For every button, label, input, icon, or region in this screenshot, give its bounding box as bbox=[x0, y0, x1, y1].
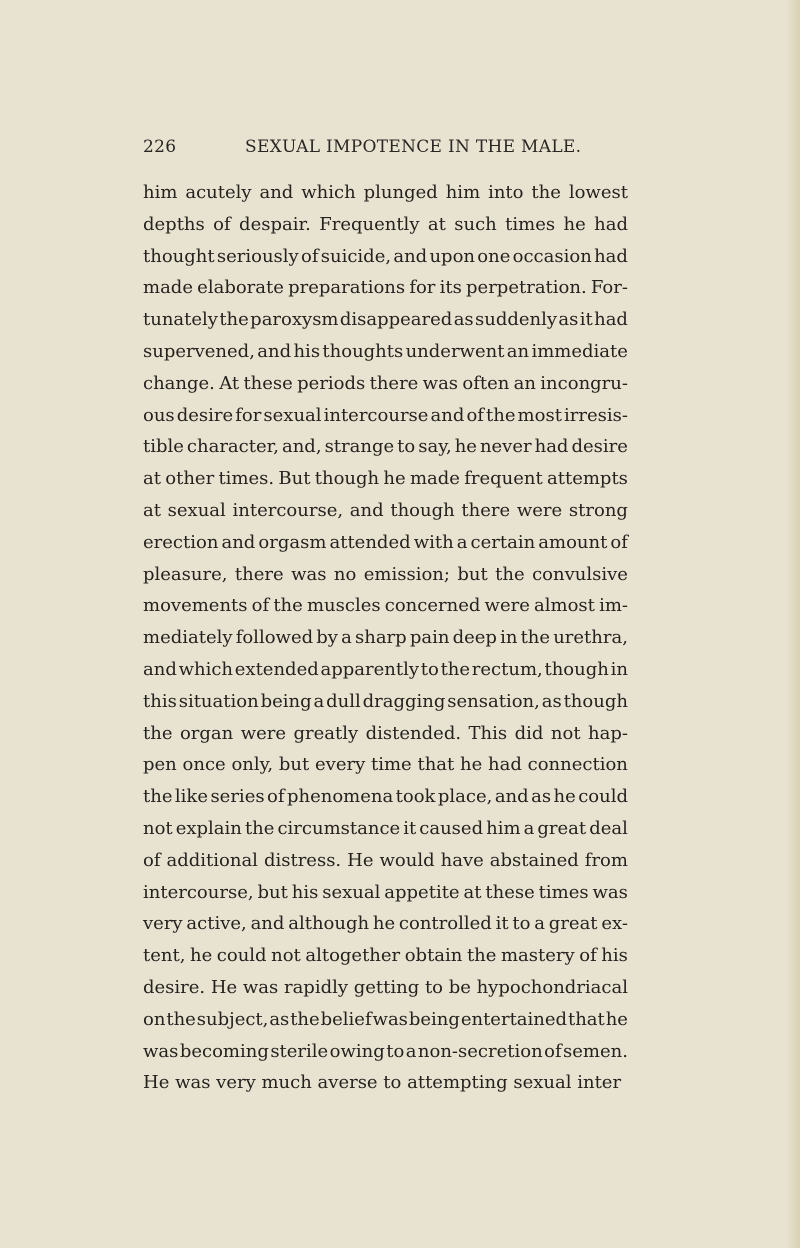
word: thought bbox=[143, 245, 215, 267]
word: an bbox=[506, 340, 530, 362]
word: though bbox=[314, 468, 380, 490]
word: upon bbox=[429, 245, 476, 267]
word: and bbox=[143, 658, 177, 680]
word: for bbox=[235, 404, 262, 426]
text-line bbox=[143, 463, 628, 495]
word: concerned bbox=[384, 595, 481, 617]
text-line bbox=[143, 686, 628, 718]
word: lowest bbox=[568, 182, 628, 203]
word: be bbox=[448, 976, 471, 998]
word: the bbox=[466, 945, 497, 967]
text-line bbox=[143, 749, 628, 781]
word: was bbox=[242, 976, 279, 998]
word: ous bbox=[143, 404, 175, 426]
text-line bbox=[143, 1036, 628, 1068]
word: his bbox=[601, 945, 628, 967]
word: as bbox=[558, 309, 579, 331]
word: an bbox=[513, 372, 536, 394]
text-line bbox=[143, 272, 628, 304]
word: very bbox=[143, 913, 183, 935]
word: there bbox=[234, 563, 284, 585]
word: it bbox=[579, 309, 593, 331]
word: disappeared bbox=[339, 309, 453, 331]
word: the bbox=[486, 404, 516, 426]
word: a bbox=[313, 690, 325, 712]
word: have bbox=[440, 849, 484, 871]
word: of bbox=[213, 213, 231, 235]
text-line bbox=[143, 908, 628, 940]
word: additional bbox=[166, 849, 258, 871]
word: of bbox=[610, 531, 628, 553]
word: intercourse, bbox=[232, 499, 344, 521]
word: a bbox=[405, 1040, 417, 1062]
word: sterile bbox=[270, 1040, 329, 1062]
word: to bbox=[424, 976, 444, 998]
word: followed bbox=[235, 627, 314, 649]
text-line bbox=[143, 559, 628, 591]
word: subject, bbox=[196, 1008, 269, 1030]
word: and bbox=[250, 913, 285, 935]
word: obtain bbox=[404, 945, 463, 967]
word: most bbox=[517, 404, 562, 426]
word: active, bbox=[186, 913, 247, 935]
word: he bbox=[454, 436, 477, 458]
word: tunately bbox=[143, 309, 218, 331]
word: desire bbox=[176, 404, 234, 426]
word: connection bbox=[527, 754, 628, 776]
word: He bbox=[347, 849, 374, 871]
word: as bbox=[531, 786, 552, 808]
word: despair. bbox=[239, 213, 311, 235]
word: series bbox=[210, 786, 265, 808]
word: this bbox=[143, 690, 177, 712]
word: depths bbox=[143, 213, 205, 235]
word: a bbox=[534, 913, 545, 935]
word: times. bbox=[218, 468, 275, 490]
word: explain bbox=[175, 817, 242, 839]
word: once bbox=[182, 754, 226, 776]
word: into bbox=[488, 182, 524, 203]
word: was bbox=[372, 1008, 408, 1030]
word: of bbox=[267, 786, 285, 808]
word: mediately bbox=[143, 627, 233, 649]
word: times bbox=[538, 881, 589, 903]
word: irresis- bbox=[564, 404, 628, 426]
text-line bbox=[143, 209, 628, 241]
word: entertained bbox=[460, 1008, 568, 1030]
word: he bbox=[383, 468, 406, 490]
word: in bbox=[500, 627, 518, 649]
word: every bbox=[315, 754, 366, 776]
word: sexual bbox=[263, 404, 322, 426]
text-line bbox=[143, 1004, 628, 1036]
word: of bbox=[544, 1040, 562, 1062]
word: strange bbox=[324, 436, 395, 458]
word: almost bbox=[534, 595, 595, 617]
word: frequent bbox=[464, 468, 543, 490]
word: but bbox=[278, 754, 310, 776]
word: as bbox=[269, 1008, 290, 1030]
word: the bbox=[244, 817, 275, 839]
word: of bbox=[251, 595, 270, 617]
word: at bbox=[143, 499, 161, 521]
word: im- bbox=[599, 595, 628, 617]
word: was bbox=[422, 372, 459, 394]
word: distress. bbox=[263, 849, 342, 871]
word: other bbox=[165, 468, 215, 490]
word: pen bbox=[143, 754, 177, 776]
word: distended. bbox=[365, 722, 462, 744]
word: of bbox=[579, 945, 597, 967]
word: strong bbox=[568, 499, 628, 521]
word: suicide, bbox=[320, 245, 392, 267]
word: sensation, bbox=[447, 690, 540, 712]
word: the bbox=[273, 595, 303, 617]
word: plunged bbox=[363, 182, 438, 203]
word: occasion bbox=[512, 245, 592, 267]
word: to bbox=[420, 658, 439, 680]
word: pleasure, bbox=[143, 563, 228, 585]
word: periods bbox=[297, 372, 366, 394]
word: the bbox=[143, 786, 173, 808]
word: tible bbox=[143, 436, 184, 458]
text-line bbox=[143, 241, 628, 273]
word: paroxysm bbox=[250, 309, 339, 331]
word: underwent bbox=[405, 340, 505, 362]
word: it bbox=[403, 817, 417, 839]
word: had bbox=[594, 309, 628, 331]
word: and, bbox=[281, 436, 322, 458]
word: which bbox=[178, 658, 234, 680]
word: a bbox=[341, 627, 352, 649]
word: though bbox=[544, 658, 609, 680]
word: was bbox=[291, 563, 327, 585]
word: in bbox=[610, 658, 628, 680]
word: hypochondriacal bbox=[476, 976, 628, 998]
word: he bbox=[553, 786, 576, 808]
word: had bbox=[594, 213, 628, 235]
word: was bbox=[143, 1040, 179, 1062]
word: the bbox=[495, 563, 525, 585]
word: intercourse bbox=[323, 404, 429, 426]
word: the bbox=[520, 627, 551, 649]
word: had bbox=[488, 754, 522, 776]
word: thoughts bbox=[322, 340, 404, 362]
page-edge-shadow bbox=[786, 0, 800, 1248]
word: rectum, bbox=[471, 658, 543, 680]
text-line bbox=[143, 368, 628, 400]
word: the bbox=[166, 1008, 196, 1030]
text-line bbox=[143, 813, 628, 845]
word: times bbox=[505, 213, 556, 235]
word: its bbox=[439, 277, 462, 299]
word: the bbox=[219, 309, 249, 331]
text-line bbox=[143, 622, 628, 654]
word: muscles bbox=[306, 595, 381, 617]
word: circumstance bbox=[277, 817, 401, 839]
word: that bbox=[417, 754, 455, 776]
word: a bbox=[523, 817, 535, 839]
word: made bbox=[143, 277, 193, 299]
word: which bbox=[301, 182, 356, 203]
word: of bbox=[300, 245, 319, 267]
word: desire bbox=[571, 436, 628, 458]
text-line bbox=[143, 654, 628, 686]
word: He bbox=[210, 976, 238, 998]
word: non-secretion bbox=[417, 1040, 543, 1062]
word: caused bbox=[419, 817, 484, 839]
word: altogether bbox=[305, 945, 401, 967]
word: but bbox=[257, 881, 288, 903]
word: of bbox=[466, 404, 484, 426]
word: deep bbox=[452, 627, 497, 649]
word: to bbox=[512, 913, 531, 935]
text-line bbox=[143, 940, 628, 972]
word: time bbox=[371, 754, 412, 776]
word: place, bbox=[437, 786, 493, 808]
word: certain bbox=[470, 531, 536, 553]
word: to bbox=[397, 436, 416, 458]
word: erection bbox=[143, 531, 219, 553]
word: not bbox=[550, 722, 581, 744]
word: being bbox=[260, 690, 312, 712]
word: sexual bbox=[322, 881, 381, 903]
word: movements bbox=[143, 595, 248, 617]
word: not bbox=[143, 817, 173, 839]
word: perpetration. bbox=[466, 277, 587, 299]
text-line: He was very much averse to attempting sexual inter bbox=[143, 1072, 622, 1094]
word: dragging bbox=[362, 690, 446, 712]
word: at bbox=[143, 468, 161, 490]
word: pain bbox=[409, 627, 450, 649]
word: with bbox=[413, 531, 454, 553]
word: being bbox=[408, 1008, 460, 1030]
word: apparently bbox=[320, 658, 420, 680]
word: rapidly bbox=[283, 976, 349, 998]
word: he bbox=[605, 1008, 628, 1030]
word: situation bbox=[178, 690, 259, 712]
text-line bbox=[143, 177, 628, 209]
word: a bbox=[456, 531, 468, 553]
word: from bbox=[584, 849, 628, 871]
word: ex- bbox=[601, 913, 628, 935]
word: This bbox=[468, 722, 508, 744]
word: these bbox=[243, 372, 293, 394]
word: the bbox=[290, 1008, 320, 1030]
word: amount bbox=[538, 531, 608, 553]
word: his bbox=[291, 881, 319, 903]
word: say, bbox=[418, 436, 452, 458]
word: though bbox=[390, 499, 455, 521]
word: he bbox=[189, 945, 213, 967]
running-title: SEXUAL IMPOTENCE IN THE MALE. bbox=[245, 137, 582, 157]
text-line bbox=[143, 495, 628, 527]
word: as bbox=[453, 309, 474, 331]
word: elaborate bbox=[197, 277, 284, 299]
word: seriously bbox=[216, 245, 299, 267]
word: not bbox=[271, 945, 301, 967]
word: great bbox=[548, 913, 598, 935]
word: these bbox=[485, 881, 535, 903]
word: desire. bbox=[143, 976, 206, 998]
word: But bbox=[278, 468, 311, 490]
word: there bbox=[461, 499, 511, 521]
word: were bbox=[484, 595, 530, 617]
word: convulsive bbox=[532, 563, 628, 585]
text-line bbox=[143, 304, 628, 336]
word: preparations bbox=[288, 277, 406, 299]
word: great bbox=[537, 817, 587, 839]
word: took bbox=[395, 786, 436, 808]
word: and bbox=[221, 531, 256, 553]
word: on bbox=[143, 1008, 166, 1030]
word: phenomena bbox=[286, 786, 394, 808]
word: at bbox=[463, 881, 482, 903]
word: and bbox=[430, 404, 465, 426]
word: had bbox=[534, 436, 569, 458]
text-line bbox=[143, 781, 628, 813]
word: only, bbox=[231, 754, 274, 776]
word: as bbox=[541, 690, 562, 712]
body-text bbox=[143, 177, 628, 1099]
word: could bbox=[578, 786, 628, 808]
word: urethra, bbox=[553, 627, 628, 649]
word: owing bbox=[329, 1040, 385, 1062]
word: and bbox=[393, 245, 428, 267]
word: the bbox=[143, 722, 173, 744]
word: although bbox=[288, 913, 370, 935]
text-line bbox=[143, 431, 628, 463]
word: were bbox=[240, 722, 287, 744]
word: would bbox=[379, 849, 435, 871]
word: controlled bbox=[398, 913, 492, 935]
word: belief bbox=[320, 1008, 372, 1030]
word: For- bbox=[590, 277, 628, 299]
word: made bbox=[409, 468, 460, 490]
text-line bbox=[143, 877, 628, 909]
word: often bbox=[462, 372, 510, 394]
word: for bbox=[409, 277, 436, 299]
text-line bbox=[143, 718, 628, 750]
word: and bbox=[257, 340, 292, 362]
word: like bbox=[174, 786, 208, 808]
word: dull bbox=[326, 690, 361, 712]
word: semen. bbox=[563, 1040, 628, 1062]
word: greatly bbox=[293, 722, 359, 744]
word: intercourse, bbox=[143, 881, 254, 903]
word: change. bbox=[143, 372, 215, 394]
word: had bbox=[594, 245, 628, 267]
word: he bbox=[372, 913, 396, 935]
word: incongru- bbox=[540, 372, 628, 394]
word: one bbox=[477, 245, 511, 267]
word: to bbox=[386, 1040, 405, 1062]
word: attended bbox=[329, 531, 411, 553]
word: the bbox=[440, 658, 471, 680]
word: he bbox=[460, 754, 483, 776]
word: him bbox=[445, 182, 481, 203]
word: hap- bbox=[588, 722, 628, 744]
word: him bbox=[486, 817, 521, 839]
word: were bbox=[516, 499, 563, 521]
text-line bbox=[143, 972, 628, 1004]
word: by bbox=[316, 627, 338, 649]
word: and bbox=[494, 786, 529, 808]
word: deal bbox=[589, 817, 628, 839]
word: it bbox=[495, 913, 509, 935]
word: character, bbox=[186, 436, 279, 458]
word: abstained bbox=[489, 849, 579, 871]
word: him bbox=[143, 182, 178, 203]
text-line bbox=[143, 527, 628, 559]
word: he bbox=[563, 213, 586, 235]
page-number: 226 bbox=[143, 137, 177, 157]
word: did bbox=[514, 722, 544, 744]
word: such bbox=[454, 213, 497, 235]
word: tent, bbox=[143, 945, 186, 967]
word: acutely bbox=[185, 182, 252, 203]
word: and bbox=[349, 499, 384, 521]
word: supervened, bbox=[143, 340, 255, 362]
word: of bbox=[143, 849, 161, 871]
word: getting bbox=[353, 976, 420, 998]
word: At bbox=[219, 372, 240, 394]
word: that bbox=[567, 1008, 605, 1030]
text-line bbox=[143, 845, 628, 877]
word: was bbox=[592, 881, 628, 903]
word: extended bbox=[234, 658, 319, 680]
word: Frequently bbox=[319, 213, 420, 235]
word: becoming bbox=[179, 1040, 269, 1062]
text-line bbox=[143, 336, 628, 368]
word: never bbox=[479, 436, 532, 458]
word: sharp bbox=[354, 627, 407, 649]
word: emission; bbox=[363, 563, 450, 585]
word: at bbox=[427, 213, 446, 235]
word: orgasm bbox=[258, 531, 327, 553]
text-line bbox=[143, 400, 628, 432]
text-line bbox=[143, 590, 628, 622]
word: mastery bbox=[500, 945, 575, 967]
word: but bbox=[457, 563, 488, 585]
word: the bbox=[531, 182, 561, 203]
word: suddenly bbox=[475, 309, 558, 331]
word: immediate bbox=[531, 340, 628, 362]
word: there bbox=[369, 372, 419, 394]
word: though bbox=[563, 690, 628, 712]
word: attempts bbox=[547, 468, 628, 490]
word: sexual bbox=[167, 499, 226, 521]
word: could bbox=[216, 945, 267, 967]
word: his bbox=[293, 340, 321, 362]
word: no bbox=[333, 563, 357, 585]
word: and bbox=[259, 182, 294, 203]
word: organ bbox=[179, 722, 234, 744]
word: appetite bbox=[384, 881, 460, 903]
